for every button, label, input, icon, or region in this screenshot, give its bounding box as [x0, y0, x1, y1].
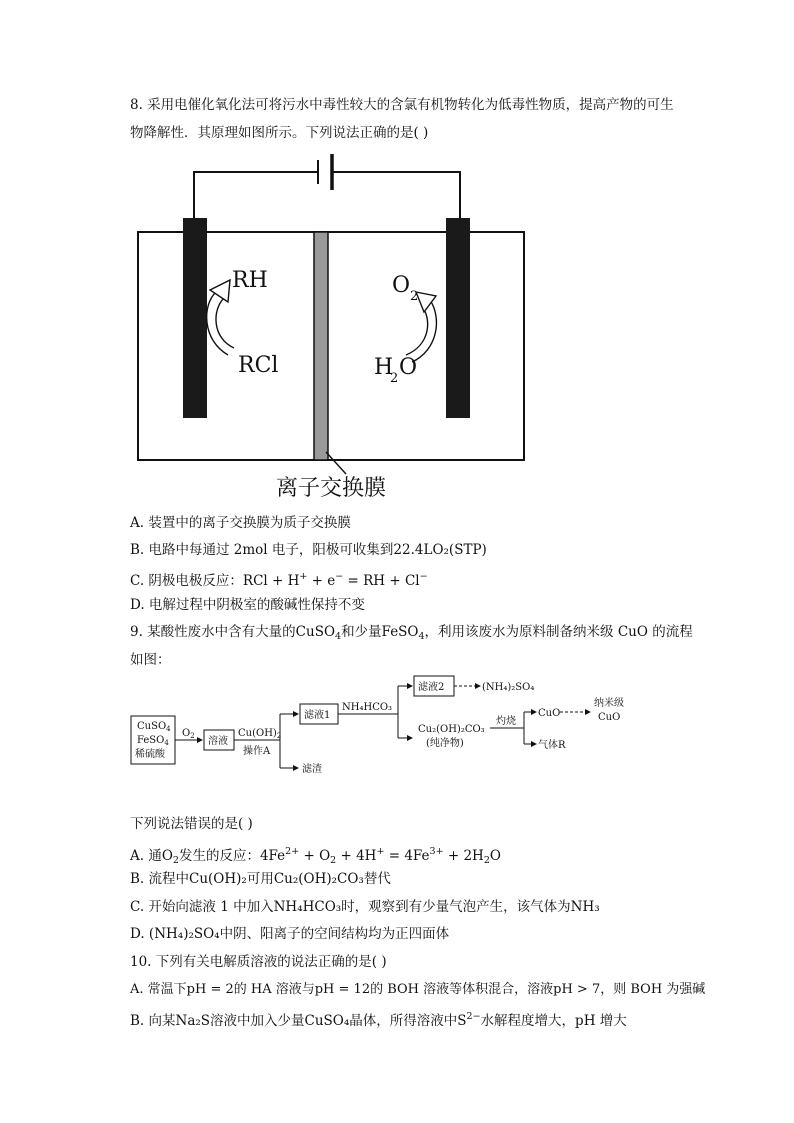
svg-text:气体R: 气体R — [538, 740, 566, 751]
q9-option-c: C. 开始向滤液 1 中加入NH₄HCO₃时，观察到有少量气泡产生，该气体为NH₃ — [130, 899, 600, 915]
q10-option-a: A. 常温下pH = 2的 HA 溶液与pH = 12的 BOH 溶液等体积混合，溶液pH > 7，则 BOH 为强碱 — [130, 982, 706, 997]
cathode-electrode — [183, 218, 207, 418]
svg-text:(纯净物): (纯净物) — [426, 738, 464, 749]
svg-text:CuO: CuO — [538, 708, 561, 719]
svg-text:Cu₂(OH)₂CO₃: Cu₂(OH)₂CO₃ — [418, 724, 485, 735]
anode-electrode — [446, 218, 470, 418]
label-h: H — [374, 355, 394, 380]
q9-option-a: A. 通$O_2$发生的反应：$4Fe^{2+} + O_2 + 4H^+ = 4Fe^{3+} + 2H_2O$ — [130, 846, 501, 866]
svg-text:操作A: 操作A — [243, 746, 271, 757]
q8-option-a: A. 装置中的离子交换膜为质子交换膜 — [130, 515, 351, 531]
label-o-sub: 2 — [410, 289, 419, 304]
right-arrow-head-icon — [416, 292, 436, 312]
label-membrane: 离子交换膜 — [276, 476, 387, 501]
svg-text:滤渣: 滤渣 — [302, 764, 322, 775]
ion-exchange-membrane — [314, 232, 328, 460]
q9-question: 下列说法错误的是( ) — [130, 816, 253, 832]
q9-option-b: B. 流程中Cu(OH)₂可用Cu₂(OH)₂CO₃替代 — [130, 871, 391, 887]
q9-stem-line2: 如图： — [130, 652, 171, 668]
q9-option-d: D. (NH₄)₂SO₄中阴、阳离子的空间结构均为正四面体 — [130, 926, 450, 942]
svg-text:滤液2: 滤液2 — [418, 682, 445, 693]
label-rh: RH — [232, 268, 268, 293]
left-curved-arrow-outline — [207, 292, 228, 355]
svg-text:CuSO4: CuSO$_4$ — [137, 721, 171, 733]
label-o: O — [392, 273, 411, 298]
svg-text:Cu(OH)2: $Cu(OH)_2$ — [238, 728, 282, 740]
label-rcl: RCl — [238, 353, 279, 378]
q8-stem-line2: 物降解性．其原理如图所示。下列说法正确的是( ) — [130, 125, 429, 141]
svg-text:灼烧: 灼烧 — [496, 716, 516, 727]
svg-text:(NH₄)₂SO₄: (NH₄)₂SO₄ — [482, 682, 535, 693]
label-h2o-o: O — [399, 355, 418, 380]
q8-option-b: B. 电路中每通过 2mol 电子，阳极可收集到22.4LO₂(STP) — [130, 542, 487, 558]
q8-option-c: C. 阴极电极反应：RCl + H+ + e− = RH + Cl− — [130, 571, 428, 589]
svg-text:FeSO4: FeSO$_4$ — [137, 735, 169, 747]
membrane-pointer-line — [326, 452, 346, 474]
svg-text:NH₄HCO₃: NH₄HCO₃ — [342, 702, 393, 713]
process-flowchart — [128, 670, 668, 780]
svg-text:CuO: CuO — [598, 712, 621, 723]
q8-stem-line1: 8. 采用电催化氧化法可将污水中毒性较大的含氯有机物转化为低毒性物质，提高产物的可生 — [130, 97, 674, 113]
q9-stem-line1: 9. 某酸性废水中含有大量的CuSO$_4$和少量FeSO$_4$，利用该废水为原料制备纳米级 CuO 的流程 — [130, 624, 693, 642]
svg-text:稀硫酸: 稀硫酸 — [135, 749, 165, 760]
left-arrow-head-icon — [210, 280, 230, 302]
q10-stem: 10. 下列有关电解质溶液的说法正确的是( ) — [130, 954, 387, 970]
q8-option-d: D. 电解过程中阴极室的酸碱性保持不变 — [130, 597, 365, 613]
svg-text:滤液1: 滤液1 — [304, 710, 331, 721]
svg-text:纳米级: 纳米级 — [594, 698, 624, 709]
q10-option-b: B. 向某Na₂S溶液中加入少量CuSO₄晶体，所得溶液中$S^{2-}$水解程度增大，pH 增大 — [130, 1011, 627, 1029]
svg-text:O2: $O_2$ — [182, 728, 195, 740]
label-h-sub: 2 — [390, 371, 399, 386]
svg-text:溶液: 溶液 — [208, 736, 228, 747]
electrolysis-diagram — [130, 150, 550, 505]
